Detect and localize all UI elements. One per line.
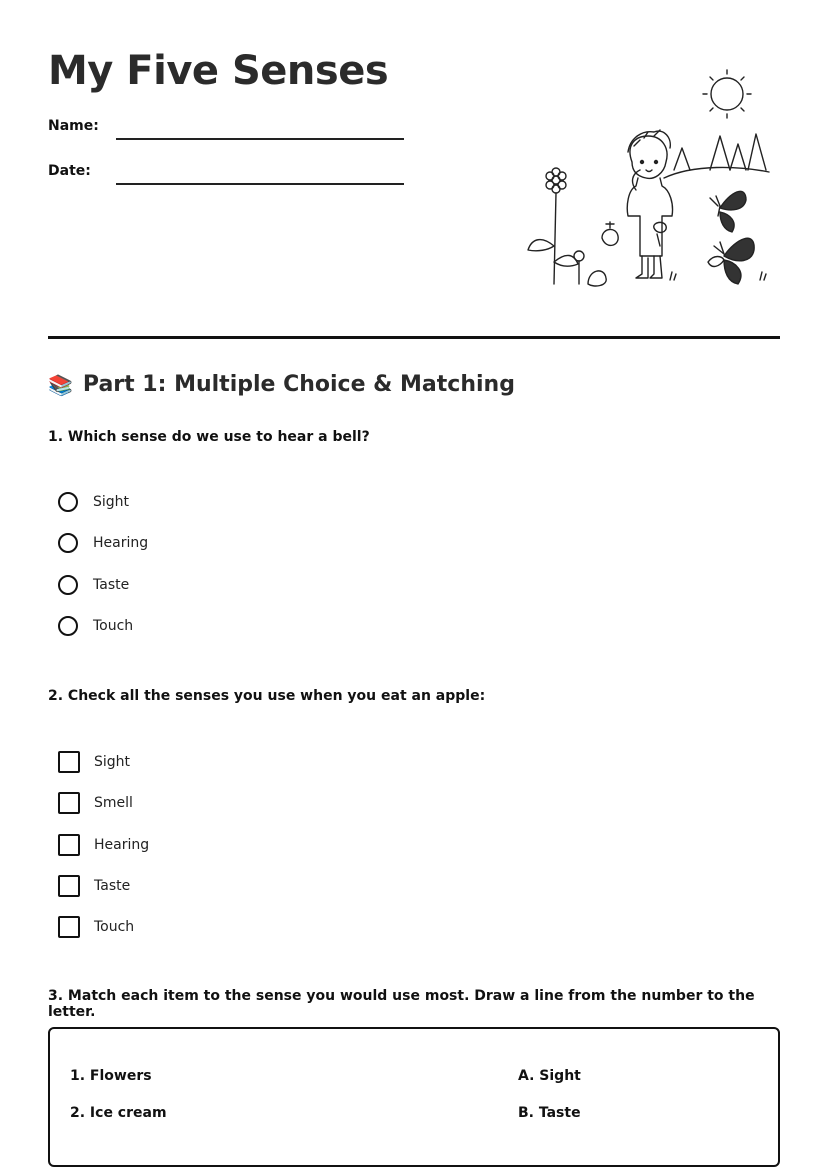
butterfly-icon bbox=[710, 191, 746, 232]
match-item-1[interactable]: 1. Flowers bbox=[70, 1068, 152, 1084]
books-icon: 📚 bbox=[48, 372, 73, 397]
option-label: Sight bbox=[93, 494, 130, 510]
option-label: Touch bbox=[94, 919, 135, 935]
radio-button[interactable] bbox=[58, 492, 78, 512]
q2-option-sight[interactable] bbox=[58, 751, 130, 773]
q2-option-touch[interactable] bbox=[58, 916, 134, 938]
option-label: Hearing bbox=[94, 837, 150, 853]
question-3: 3. Match each item to the sense you would use most. Draw a line from the number to the letter. bbox=[48, 988, 755, 1020]
date-label: Date: bbox=[48, 163, 91, 179]
question-2: 2. Check all the senses you use when you eat an apple: bbox=[48, 688, 486, 704]
option-label: Taste bbox=[94, 878, 131, 894]
match-sense-a[interactable]: A. Sight bbox=[518, 1068, 581, 1084]
checkbox[interactable] bbox=[58, 792, 80, 814]
q2-option-hearing[interactable] bbox=[58, 834, 149, 856]
checkbox[interactable] bbox=[58, 875, 80, 897]
child-senses-illustration bbox=[524, 66, 780, 296]
worksheet-page bbox=[48, 0, 780, 1121]
q1-option-hearing[interactable] bbox=[58, 533, 148, 553]
radio-button[interactable] bbox=[58, 616, 78, 636]
match-item-2[interactable]: 2. Ice cream bbox=[70, 1105, 167, 1121]
option-label: Smell bbox=[94, 795, 133, 811]
butterfly-icon bbox=[708, 238, 754, 284]
match-sense-b[interactable]: B. Taste bbox=[518, 1105, 581, 1121]
checkbox[interactable] bbox=[58, 751, 80, 773]
question-1: 1. Which sense do we use to hear a bell? bbox=[48, 429, 370, 445]
date-field bbox=[48, 163, 404, 179]
checkbox[interactable] bbox=[58, 916, 80, 938]
header-divider bbox=[48, 336, 780, 339]
option-label: Touch bbox=[93, 618, 134, 634]
part1-heading-text: Part 1: Multiple Choice & Matching bbox=[82, 372, 515, 397]
radio-button[interactable] bbox=[58, 533, 78, 553]
q1-option-touch[interactable] bbox=[58, 616, 133, 636]
date-input-line[interactable] bbox=[116, 163, 404, 185]
child-figure-icon bbox=[627, 130, 672, 278]
q2-option-smell[interactable] bbox=[58, 792, 133, 814]
checkbox[interactable] bbox=[58, 834, 80, 856]
q1-option-sight[interactable] bbox=[58, 492, 129, 512]
flower-icon bbox=[528, 168, 578, 284]
page-title: My Five Senses bbox=[48, 48, 389, 94]
part1-heading bbox=[48, 372, 515, 397]
name-field bbox=[48, 118, 404, 134]
q2-option-taste[interactable] bbox=[58, 875, 130, 897]
option-label: Taste bbox=[93, 577, 130, 593]
matching-box bbox=[48, 1027, 780, 1167]
option-label: Sight bbox=[94, 754, 131, 770]
name-input-line[interactable] bbox=[116, 118, 404, 140]
sun-icon bbox=[703, 70, 751, 118]
option-label: Hearing bbox=[93, 535, 149, 551]
radio-button[interactable] bbox=[58, 575, 78, 595]
name-label: Name: bbox=[48, 118, 99, 134]
q1-option-taste[interactable] bbox=[58, 575, 129, 595]
